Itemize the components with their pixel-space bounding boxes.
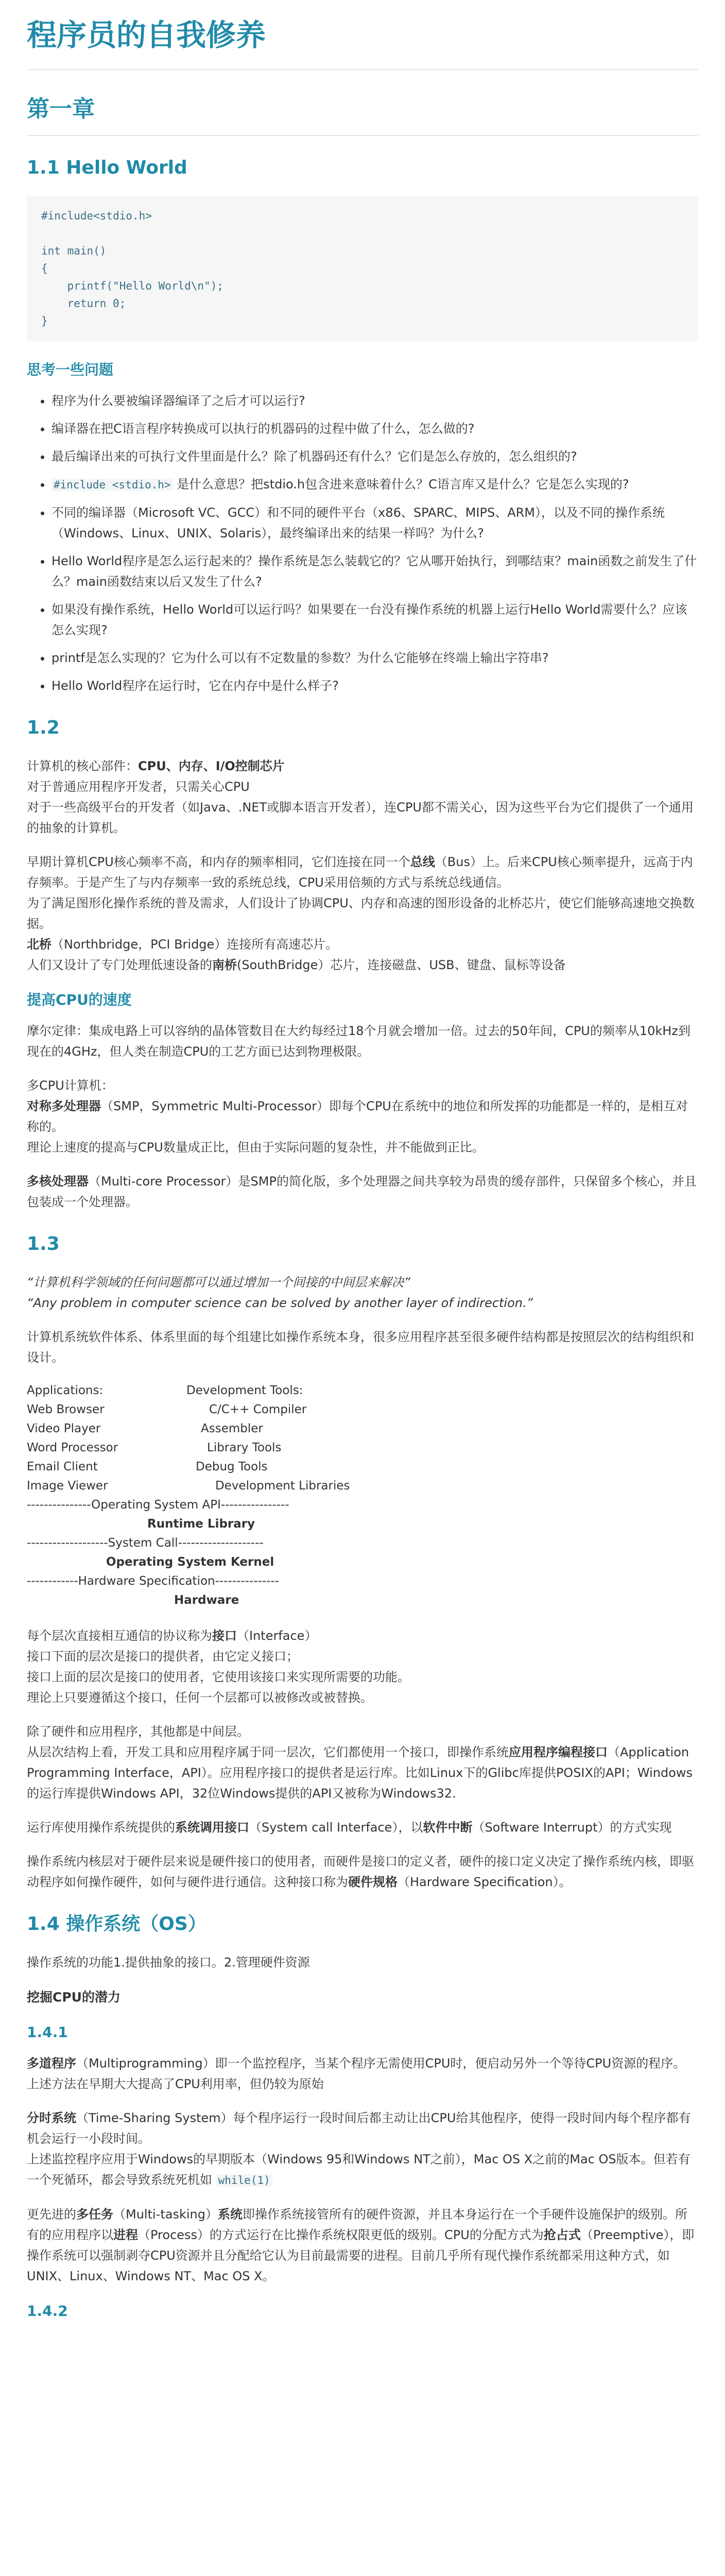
text: 从层次结构上看，开发工具和应用程序属于同一层次，它们都使用一个接口，即操作系统 [27,1745,509,1759]
app-name: Video Player [27,1422,101,1435]
text: 除了硬件和应用程序，其他都是中间层。 [27,1724,249,1739]
layer-row [27,1477,698,1496]
document-page [27,0,698,2321]
text: 上述方法在早期大大提高了CPU利用率，但仍较为原始 [27,2077,324,2091]
bold-text: 对称多处理器 [27,1099,101,1113]
list-item-text: 是什么意思？把stdio.h包含进来意味着什么？C语言库又是什么？它是怎么实现的? [177,477,629,492]
section-heading-1-4: 1.4 操作系统（OS） [27,1913,206,1935]
bold-text: 系统调用接口 [175,1820,249,1835]
quote-en: “Any problem in computer science can be solved by another layer of indirection.” [27,1296,533,1310]
hardware-spec-line: ------------Hardware Specification--------------- [27,1574,280,1588]
text: （Multi-core Processor）是SMP的简化版，多个处理器之间共享较为昂贵的缓存部件，只保留多个核心，并且包装成一个处理器。 [27,1174,697,1209]
bold-text: CPU、内存、I/O控制芯片 [138,759,285,773]
text: (SouthBridge）芯片，连接磁盘、USB、键盘、鼠标等设备 [237,958,566,972]
text: 对于一些高级平台的开发者（如Java、.NET或脚本语言开发者），连CPU都不需关心，因为这些平台为它们提供了一个通用的抽象的计算机。 [27,800,694,835]
bold-text: 多道程序 [27,2056,76,2071]
text: （Software Interrupt）的方式实现 [472,1820,672,1835]
inline-code: #include <stdio.h> [51,479,173,491]
layer-header-row [27,1381,698,1400]
os-api-line: ---------------Operating System API---------------- [27,1498,289,1512]
layer-row [27,1419,698,1438]
text: （Northbridge，PCI Bridge）连接所有高速芯片。 [51,937,338,952]
subheading-cpu-potential: 挖掘CPU的潜力 [27,1990,120,2005]
bold-text: 接口 [212,1629,237,1643]
list-item: • Hello World程序是怎么运行起来的？操作系统是怎么装载它的？它从哪开始执行，到哪结束？main函数之前发生了什么？main函数结束以后又发生了什么? [51,551,698,592]
paragraph-layers-intro: 计算机系统软件体系、体系里面的每个组建比如操作系统本身，很多应用程序甚至很多硬件结构都是按照层次的结构组织和设计。 [27,1330,694,1365]
tool-name: Assembler [201,1422,263,1435]
chapter-heading: 第一章 [27,93,698,136]
text: 多CPU计算机： [27,1078,114,1093]
text: 接口下面的层次是接口的提供者，由它定义接口； [27,1649,299,1664]
text: 计算机的核心部件： [27,759,138,773]
bold-text: 应用程序编程接口 [509,1745,608,1759]
app-name: Email Client [27,1460,98,1473]
tool-name: Development Libraries [215,1479,350,1493]
bold-text: 软件中断 [423,1820,473,1835]
os-kernel-label: Operating System Kernel [106,1555,274,1569]
bold-text: 系统 [217,2207,243,2222]
hello-world-code-block: #include<stdio.h> int main() { printf("Hello World\n"); return 0; } [27,196,698,341]
text: 每个层次直接相互通信的协议称为 [27,1629,212,1643]
tool-name: C/C++ Compiler [209,1403,307,1416]
list-item: • 最后编译出来的可执行文件里面是什么？除了机器码还有什么？它们是怎么存放的，怎么组织的? [51,446,698,467]
text: 早期计算机CPU核心频率不高，和内存的频率相同，它们连接在同一个 [27,855,410,869]
inline-code: while(1) [216,2174,272,2187]
question-list [27,391,698,696]
text: （Time-Sharing System）每个程序运行一段时间后都主动让出CPU给其他程序，使得一段时间内每个程序都有机会运行一小段时间。 [27,2111,691,2146]
quote-cn: “计算机科学领域的任何问题都可以通过增加一个间接的中间层来解决” [27,1275,410,1290]
tool-name: Library Tools [207,1441,282,1454]
paragraph-moore: 摩尔定律：集成电路上可以容纳的晶体管数目在大约每经过18个月就会增加一倍。过去的50年间，CPU的频率从10kHz到现在的4GHz，但人类在制造CPU的工艺方面已达到物理极限。 [27,1024,691,1059]
text: 接口上面的层次是接口的使用者，它使用该接口来实现所需要的功能。 [27,1670,410,1684]
section-heading-1-3: 1.3 [27,1233,60,1255]
layer-row [27,1400,698,1419]
hardware-label: Hardware [174,1594,239,1607]
paragraph-multiprogramming [27,2053,698,2094]
bold-text: 抢占式 [543,2228,581,2242]
text: 操作系统内核层对于硬件层来说是硬件接口的使用者，而硬件是接口的定义者，硬件的接口定义决定了操作系统内核，即驱动程序如何操作硬件，如何与硬件进行通信。这种接口称为 [27,1854,694,1889]
text: （Bus）上。后来CPU核心频率提升，远高于内存频率。于是产生了与内存频率一致的系统总线，CPU采用倍频的方式与系统总线通信。 [27,855,693,890]
system-call-line: -------------------System Call-------------------- [27,1536,264,1550]
layer-diagram [27,1381,698,1610]
paragraph-bus [27,852,698,975]
text: （System call Interface），以 [249,1820,423,1835]
list-item: • Hello World程序在运行时，它在内存中是什么样子? [51,675,698,696]
text: （Application Programming Interface，API）。应用程序接口的提供者是运行库。比如Linux下的Glibc库提供POSIX的API；Windows的运行库提供Windows API，32位Windows提供的API又被称为Windows32. [27,1745,693,1801]
tool-name: Debug Tools [196,1460,268,1473]
paragraph-core-parts [27,756,698,838]
paragraph-api [27,1721,698,1804]
subheading-cpu-speed: 提高CPU的速度 [27,991,132,1008]
paragraph-hardware-spec [27,1851,698,1892]
list-item: • printf是怎么实现的？它为什么可以有不定数量的参数？为什么它能够在终端上输出字符串? [51,648,698,668]
app-name: Web Browser [27,1403,105,1416]
bold-text: 多核处理器 [27,1174,89,1189]
paragraph-multitasking [27,2204,698,2286]
text: （Multi-tasking） [113,2207,218,2222]
text: 上述监控程序应用于Windows的早期版本（Windows 95和Windows NT之前），Mac OS X之前的Mac OS版本。但若有一个死循环，都会导致系统死机如 [27,2152,691,2187]
list-item [51,474,698,495]
text: （Multiprogramming）即一个监控程序，当某个程序无需使用CPU时，便启动另外一个等待CPU资源的程序。 [76,2056,686,2071]
paragraph-interface [27,1625,698,1708]
bold-text: 南桥 [212,958,237,972]
apps-header: Applications: [27,1384,103,1397]
list-item: • 程序为什么要被编译器编译了之后才可以运行? [51,391,698,411]
bold-text: 北桥 [27,937,51,952]
bold-text: 总线 [410,855,435,869]
text: （Hardware Specification）。 [398,1875,572,1889]
text: 对于普通应用程序开发者，只需关心CPU [27,779,250,794]
text: 理论上只要遵循这个接口，任何一个层都可以被修改或被替换。 [27,1690,373,1705]
page-title: 程序员的自我修养 [27,14,698,70]
layer-row [27,1458,698,1477]
text: （Preemptive），即操作系统可以强制剥夺CPU资源并且分配给它认为目前最需要的进程。目前几乎所有现代操作系统都采用这种方式，如UNIX、Linux、Windows NT、Mac OS X。 [27,2228,695,2283]
paragraph-time-sharing [27,2108,698,2191]
subheading-questions: 思考一些问题 [27,361,114,378]
list-item: • 编译器在把C语言程序转换成可以执行的机器码的过程中做了什么，怎么做的? [51,418,698,439]
section-heading-1-4-1: 1.4.1 [27,2024,68,2041]
quote-block [27,1272,698,1313]
tools-header: Development Tools: [186,1384,303,1397]
text: （Process）的方式运行在比操作系统权限更低的级别。CPU的分配方式为 [138,2228,544,2242]
paragraph-multicore [27,1171,698,1212]
text: （Interface） [237,1629,317,1643]
list-item: • 如果没有操作系统，Hello World可以运行吗？如果要在一台没有操作系统的机器上运行Hello World需要什么？应该怎么实现? [51,599,698,640]
text: 人们又设计了专门处理低速设备的 [27,958,212,972]
paragraph-smp [27,1075,698,1158]
list-item: • 不同的编译器（Microsoft VC、GCC）和不同的硬件平台（x86、SPARC、MIPS、ARM），以及不同的操作系统（Windows、Linux、UNIX、Solaris），最终编译出来的结果一样吗？为什么? [51,502,698,544]
text: 即操作系统接管所有的硬件资源，并且本身运行在一个手硬件设施保护的级别。所有的应用程序以 [27,2207,687,2242]
paragraph-os-function: 操作系统的功能1.提供抽象的接口。2.管理硬件资源 [27,1955,310,1970]
bold-text: 分时系统 [27,2111,76,2125]
text: 运行库使用操作系统提供的 [27,1820,175,1835]
section-heading-1-4-2: 1.4.2 [27,2302,68,2319]
app-name: Image Viewer [27,1479,108,1493]
section-heading-1-1: 1.1 Hello World [27,157,187,178]
bold-text: 硬件规格 [348,1875,398,1889]
text: 理论上速度的提高与CPU数量成正比，但由于实际问题的复杂性，并不能做到正比。 [27,1140,485,1155]
runtime-library-label: Runtime Library [147,1517,255,1531]
section-heading-1-2: 1.2 [27,717,60,738]
layer-row [27,1438,698,1458]
text: 为了满足图形化操作系统的普及需求，人们设计了协调CPU、内存和高速的图形设备的北桥芯片，使它们能够高速地交换数据。 [27,896,695,931]
paragraph-syscall [27,1817,698,1838]
bold-text: 多任务 [76,2207,113,2222]
text: 更先进的 [27,2207,76,2222]
text: （SMP，Symmetric Multi-Processor）即每个CPU在系统中的地位和所发挥的功能都是一样的，是相互对称的。 [27,1099,688,1134]
app-name: Word Processor [27,1441,118,1454]
bold-text: 进程 [113,2228,138,2242]
